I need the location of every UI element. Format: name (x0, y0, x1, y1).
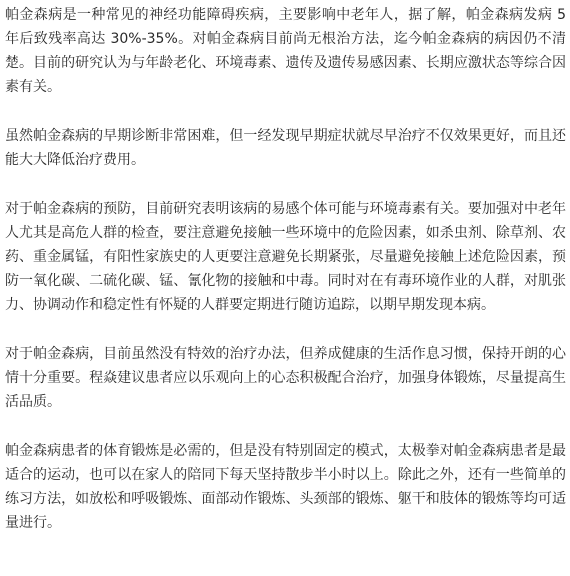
paragraph-prevention: 对于帕金森病的预防，目前研究表明该病的易感个体可能与环境毒素有关。要加强对中老年人尤其是高危人群的检查，要注意避免接触一些环境中的危险因素，如杀虫剂、除草剂、农药、重金属锰，有阳性家族史的人更要注意避免长期紧张，尽量避免接触上述危险因素，预防一氧化碳、二硫化碳、锰、氰化物的接触和中毒。同时对在有毒环境作业的人群，对肌张力、协调动作和稳定性有怀疑的人群要定期进行随访追踪，以期早期发现本病。 (5, 201, 566, 313)
paragraph-early-diagnosis: 虽然帕金森病的早期诊断非常困难，但一经发现早期症状就尽早治疗不仅效果更好，而且还能大大降低治疗费用。 (5, 128, 566, 168)
paragraph-exercise: 帕金森病患者的体育锻炼是必需的，但是没有特别固定的模式，太极拳对帕金森病患者是最适合的运动，也可以在家人的陪同下每天坚持散步半小时以上。除此之外，还有一些简单的练习方法，如放松和呼吸锻炼、面部动作锻炼、头颈部的锻炼、躯干和肢体的锻炼等均可适量进行。 (5, 443, 566, 531)
paragraph-treatment-lifestyle: 对于帕金森病，目前虽然没有特效的治疗办法，但养成健康的生活作息习惯，保持开朗的心情十分重要。程焱建议患者应以乐观向上的心态积极配合治疗，加强身体锻炼，尽量提高生活品质。 (5, 346, 566, 410)
paragraph-intro: 帕金森病是一种常见的神经功能障碍疾病，主要影响中老年人，据了解，帕金森病发病 5 年后致残率高达 30%-35%。对帕金森病目前尚无根治方法，迄今帕金森病的病因仍不清楚。目前的研究认为与年龄老化、环境毒素、遗传及遗传易感因素、长期应激状态等综合因素有关。 (5, 7, 566, 95)
